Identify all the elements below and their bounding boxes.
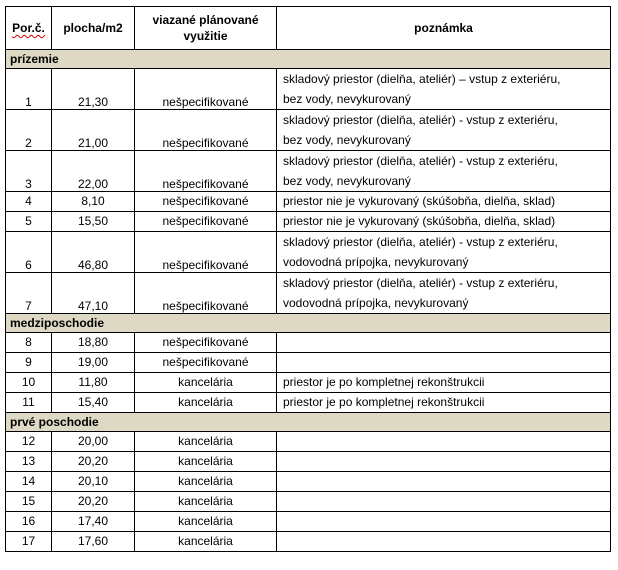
table-row: [6, 110, 611, 151]
table-row: [6, 432, 611, 452]
cell-plocha: 11,80: [52, 373, 135, 393]
cell-vyuzitie: kancelária: [135, 393, 277, 413]
header-poznamka: poznámka: [277, 7, 611, 50]
cell-vyuzitie: nešpecifikované: [135, 333, 277, 353]
cell-plocha: 46,80: [52, 232, 135, 273]
cell-poznamka: [277, 192, 611, 212]
table-row: [6, 472, 611, 492]
section-row: [6, 314, 611, 333]
cell-vyuzitie: nešpecifikované: [135, 212, 277, 232]
table-row: [6, 353, 611, 373]
cell-poznamka: [277, 393, 611, 413]
cell-plocha: 20,20: [52, 452, 135, 472]
cell-poznamka: [277, 151, 611, 192]
cell-plocha: 17,60: [52, 532, 135, 552]
cell-plocha: 20,20: [52, 492, 135, 512]
table-row: [6, 333, 611, 353]
header-plocha: plocha/m2: [52, 7, 135, 50]
section-title: prízemie: [6, 50, 611, 69]
cell-vyuzitie: nešpecifikované: [135, 273, 277, 314]
table-row: [6, 151, 611, 192]
cell-plocha: 21,30: [52, 69, 135, 110]
cell-vyuzitie: nešpecifikované: [135, 232, 277, 273]
section-title: medziposchodie: [6, 314, 611, 333]
cell-poznamka: [277, 472, 611, 492]
table-row: [6, 393, 611, 413]
cell-plocha: 22,00: [52, 151, 135, 192]
cell-poznamka: [277, 212, 611, 232]
table-row: [6, 492, 611, 512]
section-row: [6, 50, 611, 69]
cell-plocha: 17,40: [52, 512, 135, 532]
cell-vyuzitie: nešpecifikované: [135, 192, 277, 212]
cell-plocha: 18,80: [52, 333, 135, 353]
cell-poznamka: [277, 512, 611, 532]
table-row: [6, 192, 611, 212]
cell-por: 1: [6, 69, 52, 110]
cell-poznamka: [277, 333, 611, 353]
header-vyuzitie: [135, 7, 277, 50]
cell-por: 11: [6, 393, 52, 413]
cell-poznamka: [277, 353, 611, 373]
note-line: priestor je po kompletnej rekonštrukcii: [283, 375, 485, 389]
cell-poznamka: [277, 373, 611, 393]
note-line: bez vody, nevykurovaný: [283, 133, 411, 147]
note-line: bez vody, nevykurovaný: [283, 92, 411, 106]
cell-plocha: 21,00: [52, 110, 135, 151]
cell-poznamka: [277, 452, 611, 472]
cell-poznamka: [277, 232, 611, 273]
section-row: [6, 413, 611, 432]
cell-por: 8: [6, 333, 52, 353]
cell-por: 13: [6, 452, 52, 472]
cell-por: 5: [6, 212, 52, 232]
table-body: [6, 50, 611, 552]
cell-vyuzitie: kancelária: [135, 532, 277, 552]
cell-poznamka: [277, 69, 611, 110]
cell-plocha: 15,50: [52, 212, 135, 232]
cell-por: 17: [6, 532, 52, 552]
cell-poznamka: [277, 273, 611, 314]
note-line: vodovodná prípojka, nevykurovaný: [283, 296, 469, 310]
cell-poznamka: [277, 532, 611, 552]
header-por: Por.č.: [6, 7, 52, 50]
note-line: skladový priestor (dielňa, ateliér) - vstup z exteriéru,: [283, 235, 558, 249]
cell-vyuzitie: kancelária: [135, 492, 277, 512]
cell-por: 3: [6, 151, 52, 192]
cell-por: 4: [6, 192, 52, 212]
cell-por: 7: [6, 273, 52, 314]
note-line: skladový priestor (dielňa, ateliér) – vstup z exteriéru,: [283, 72, 561, 86]
cell-poznamka: [277, 432, 611, 452]
note-line: priestor nie je vykurovaný (skúšobňa, dielňa, sklad): [283, 194, 556, 208]
cell-por: 6: [6, 232, 52, 273]
table-row: [6, 452, 611, 472]
cell-plocha: 20,10: [52, 472, 135, 492]
note-line: bez vody, nevykurovaný: [283, 174, 411, 188]
cell-plocha: 19,00: [52, 353, 135, 373]
cell-vyuzitie: kancelária: [135, 472, 277, 492]
note-line: skladový priestor (dielňa, ateliér) - vstup z exteriéru,: [283, 113, 558, 127]
table-row: [6, 512, 611, 532]
table-row: [6, 273, 611, 314]
cell-plocha: 20,00: [52, 432, 135, 452]
cell-vyuzitie: kancelária: [135, 452, 277, 472]
cell-por: 2: [6, 110, 52, 151]
premises-table: [5, 6, 611, 552]
cell-plocha: 8,10: [52, 192, 135, 212]
note-line: skladový priestor (dielňa, ateliér) - vstup z exteriéru,: [283, 154, 558, 168]
cell-vyuzitie: kancelária: [135, 432, 277, 452]
cell-por: 12: [6, 432, 52, 452]
section-title: prvé poschodie: [6, 413, 611, 432]
cell-vyuzitie: nešpecifikované: [135, 110, 277, 151]
note-line: priestor je po kompletnej rekonštrukcii: [283, 395, 485, 409]
cell-por: 14: [6, 472, 52, 492]
cell-por: 10: [6, 373, 52, 393]
table-row: [6, 232, 611, 273]
cell-poznamka: [277, 110, 611, 151]
table-row: [6, 212, 611, 232]
cell-por: 9: [6, 353, 52, 373]
header-vyuzitie-line1: viazané plánované: [152, 13, 259, 27]
header-row: [6, 7, 611, 50]
document-page: [5, 6, 611, 552]
cell-vyuzitie: nešpecifikované: [135, 69, 277, 110]
cell-plocha: 47,10: [52, 273, 135, 314]
table-row: [6, 373, 611, 393]
table-row: [6, 69, 611, 110]
table-row: [6, 532, 611, 552]
note-line: vodovodná prípojka, nevykurovaný: [283, 255, 469, 269]
cell-poznamka: [277, 492, 611, 512]
header-vyuzitie-line2: využitie: [183, 29, 228, 43]
cell-por: 15: [6, 492, 52, 512]
cell-vyuzitie: kancelária: [135, 512, 277, 532]
note-line: skladový priestor (dielňa, ateliér) - vstup z exteriéru,: [283, 276, 558, 290]
cell-plocha: 15,40: [52, 393, 135, 413]
cell-vyuzitie: nešpecifikované: [135, 151, 277, 192]
cell-vyuzitie: nešpecifikované: [135, 353, 277, 373]
cell-por: 16: [6, 512, 52, 532]
cell-vyuzitie: kancelária: [135, 373, 277, 393]
note-line: priestor nie je vykurovaný (skúšobňa, dielňa, sklad): [283, 214, 556, 228]
